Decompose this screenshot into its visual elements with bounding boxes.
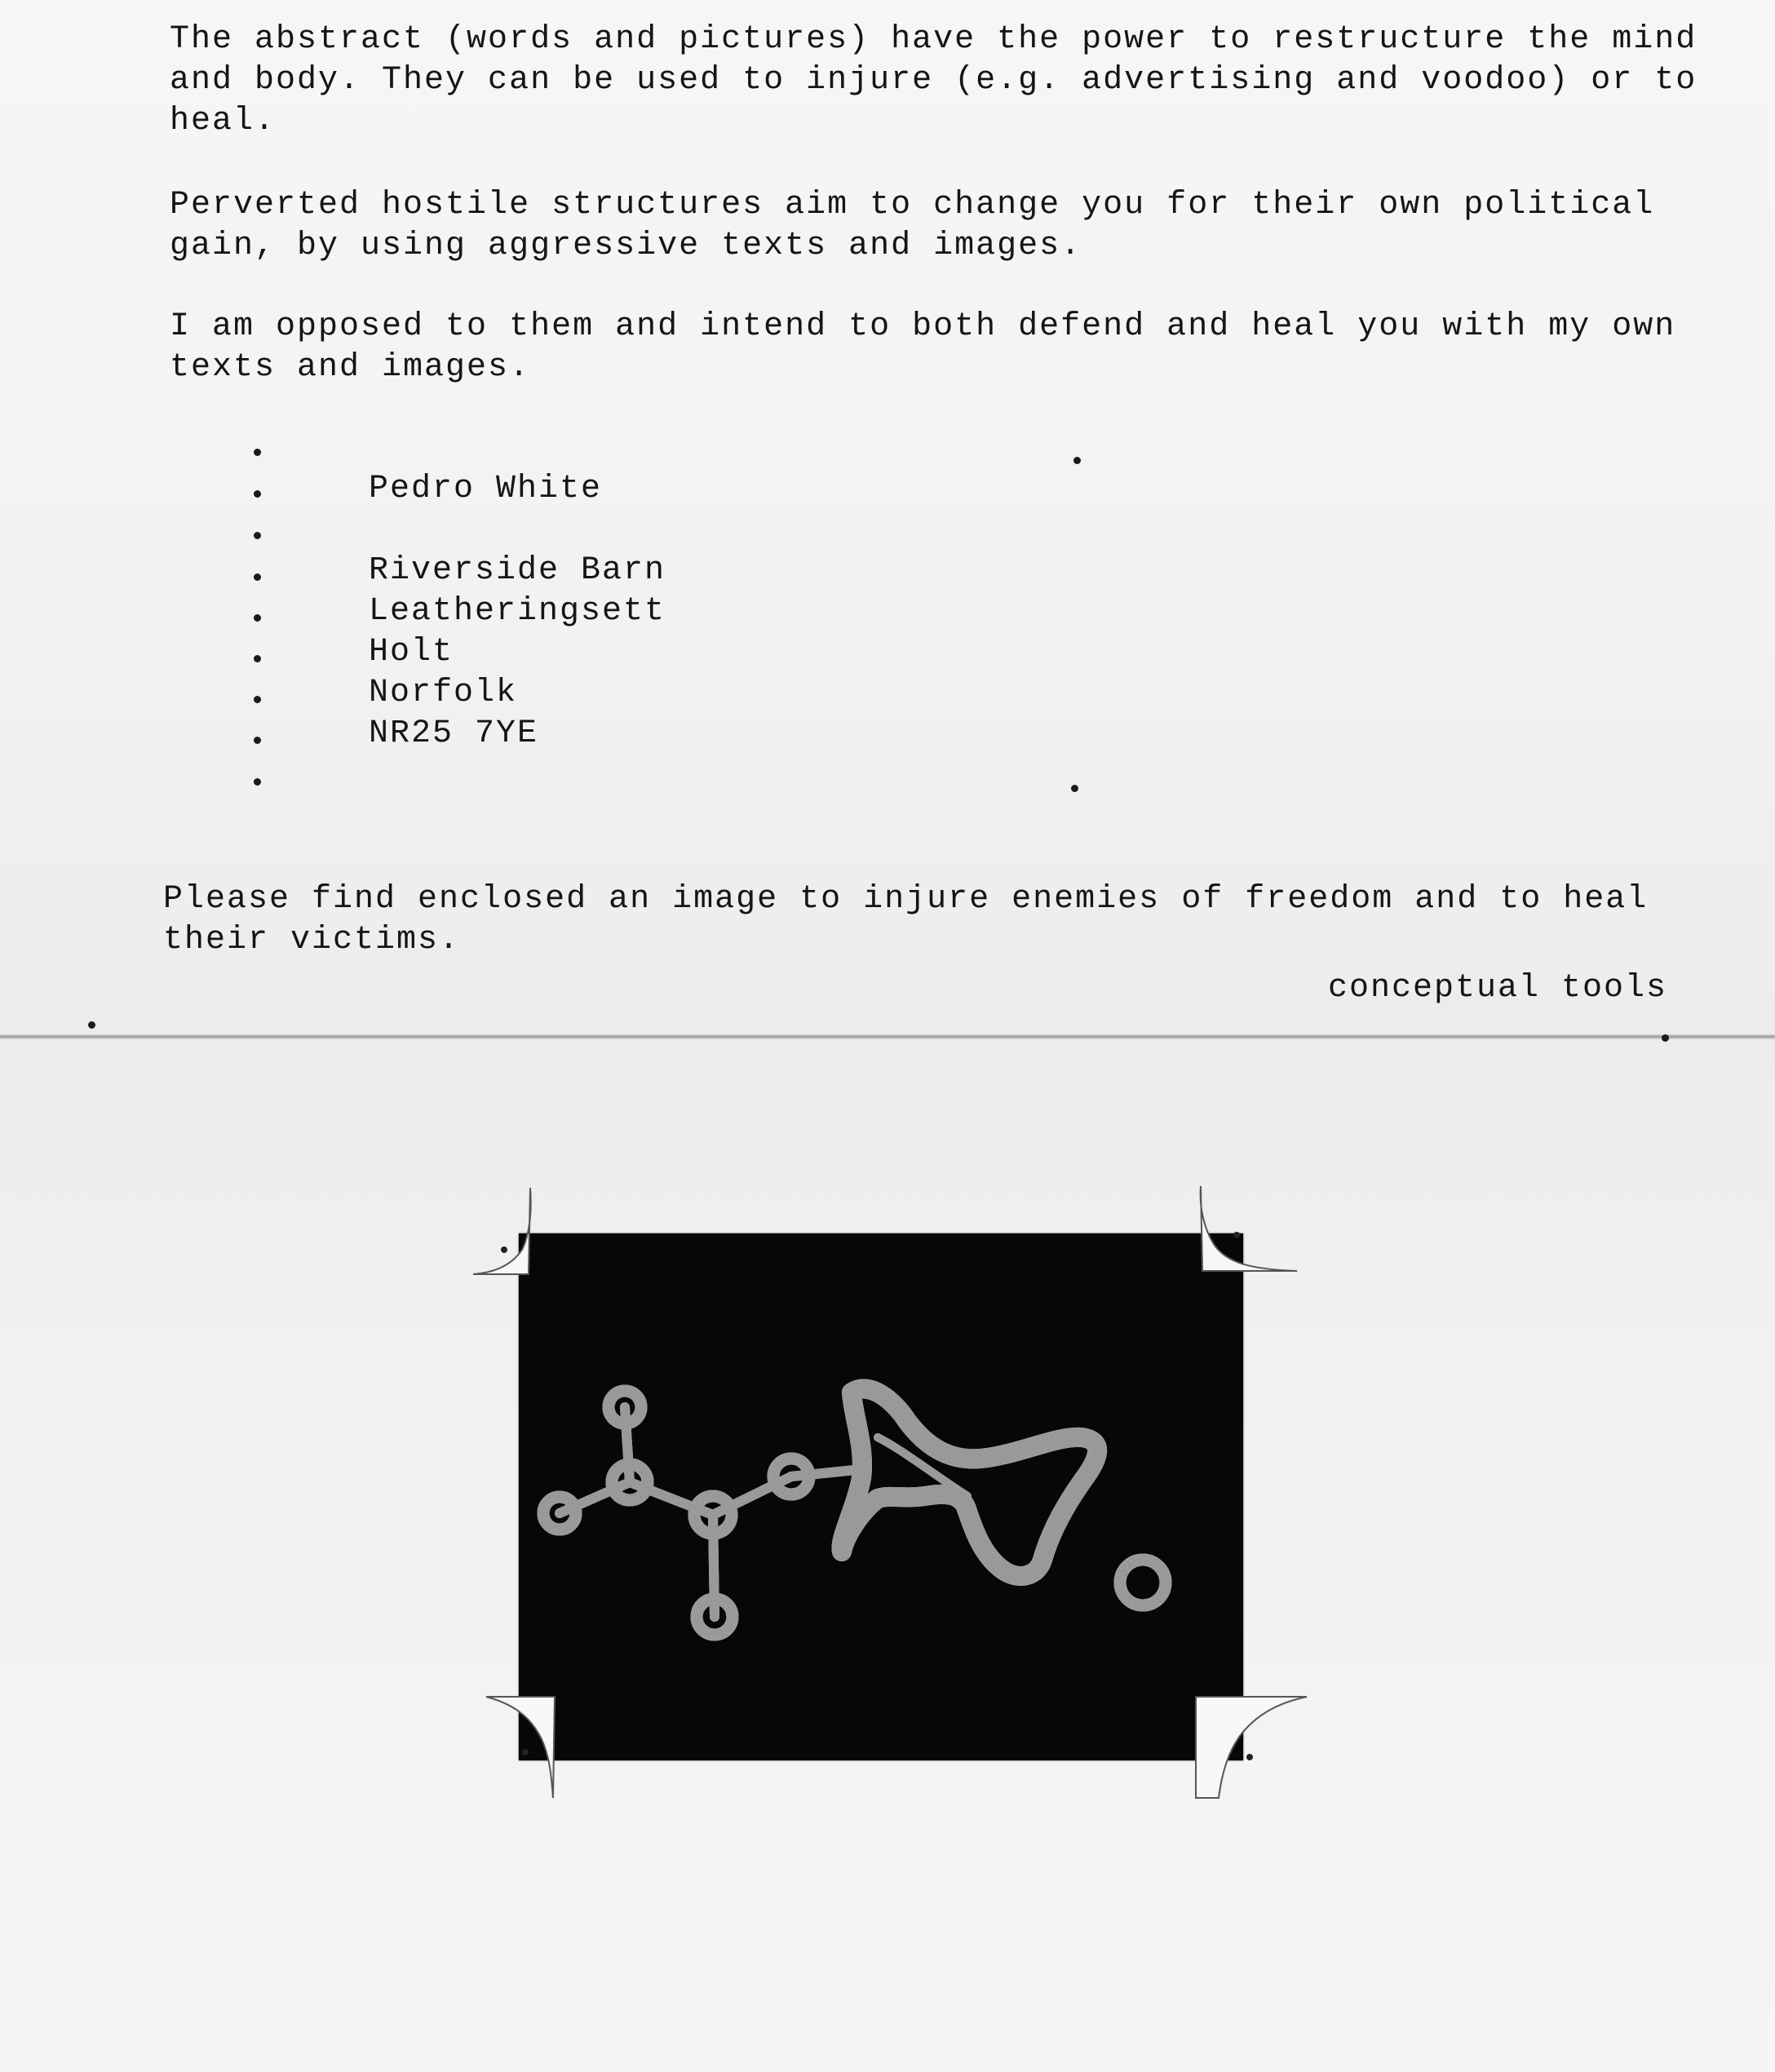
paragraph-2-line-1: Perverted hostile structures aim to change you for their own political <box>170 187 1655 224</box>
photo-corner-top-left <box>471 1184 578 1291</box>
paragraph-1-line-3: heal. <box>170 103 277 139</box>
paragraph-2 <box>170 185 1654 267</box>
address-county: Norfolk <box>369 675 518 711</box>
address-dot <box>1073 457 1081 464</box>
address-spacer <box>369 510 666 551</box>
edge-dot <box>1662 1034 1669 1042</box>
address-dot <box>254 573 261 581</box>
address-dot <box>254 449 261 456</box>
closing-line-2: their victims. <box>163 922 461 959</box>
mounted-photo <box>519 1233 1243 1760</box>
address-postcode: NR25 7YE <box>369 715 539 752</box>
paragraph-3 <box>170 307 1675 388</box>
black-photo-card <box>519 1233 1243 1760</box>
photo-corner-bottom-right <box>1186 1687 1308 1801</box>
paragraph-3-line-1: I am opposed to them and intend to both defend and heal you with my own <box>170 308 1676 345</box>
paper-fold-line <box>0 1034 1775 1039</box>
address-dot <box>254 655 261 662</box>
paragraph-3-line-2: texts and images. <box>170 349 531 386</box>
address-dot <box>254 778 261 786</box>
signoff: conceptual tools <box>1328 970 1668 1007</box>
sender-address <box>369 469 666 755</box>
address-dot <box>1071 785 1078 792</box>
paragraph-1-line-2: and body. They can be used to injure (e.g. advertising and voodoo) or to <box>170 62 1698 99</box>
photo-corner-top-right <box>1194 1183 1300 1289</box>
address-town: Holt <box>369 634 454 671</box>
address-dot <box>254 532 261 539</box>
address-street: Riverside Barn <box>369 552 666 589</box>
address-village: Leatheringsett <box>369 593 666 630</box>
closing-paragraph <box>163 879 1648 961</box>
address-dot <box>254 696 261 703</box>
address-dot <box>254 490 261 498</box>
paragraph-2-line-2: gain, by using aggressive texts and images. <box>170 228 1082 264</box>
photo-corner-bottom-left <box>485 1687 591 1801</box>
silver-drawing-icon <box>519 1233 1243 1760</box>
edge-dot <box>88 1021 95 1029</box>
closing-line-1: Please find enclosed an image to injure enemies of freedom and to heal <box>163 881 1649 918</box>
address-dot <box>254 614 261 622</box>
address-name: Pedro White <box>369 471 603 507</box>
paragraph-1 <box>170 20 1697 142</box>
address-dot <box>254 737 261 744</box>
paragraph-1-line-1: The abstract (words and pictures) have the power to restructure the mind <box>170 21 1698 58</box>
